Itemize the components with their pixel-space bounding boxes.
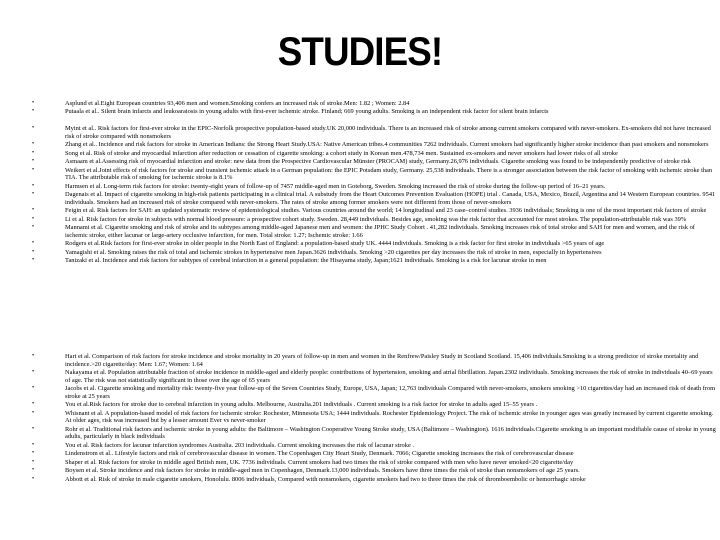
bullet-marker: •: [32, 125, 35, 131]
study-text: Asplund et al.Eight European countries 93,406 men and women.Smoking confers an increased risk of stroke.Men: 1.82 ; Women: 2.84: [65, 100, 410, 107]
study-text: Nakayama et al. Population attributable fraction of stroke incidence in middle-aged and elderly people: contributions of hypertension, smoking and atrial fibrillation. Japan.2302 individuals. Smoking increases the risk of stroke in individuals 40–69 years of age. The risk was not statistically significant in those over the age of 65 years: [65, 369, 713, 384]
slide-title: STUDIES!: [277, 30, 443, 74]
bullet-marker: •: [32, 141, 35, 148]
study-list-item: [32, 240, 716, 248]
study-text: Hart et al. Comparison of risk factors for stroke incidence and stroke mortality in 20 years of follow-up in men and women in the Renfrew/Paisley Study in Scotland Scotland. 15,406 individuals.Smoking is a strong predictor of stroke mortality and incidence.>20 cigarette/day: Men: 1.67; Women: 1.64: [65, 353, 699, 368]
study-text: Li et al. Risk factors for stroke in subjects with normal blood pressure: a prospective cohort study. Sweden. 28,449 individuals. Besides age, smoking was the risk factor that accounted for most strokes. The population-attributable risk was 39%: [65, 215, 687, 223]
study-list-item: [32, 207, 716, 215]
study-text: Feigin et al. Risk factors for SAH: an updated systematic review of epidemiological studies. Various countries around the world; 14 longitudinal and 23 case–control studies. 3936 individuals; Smoking is one of the most important risk factors of stroke: [65, 207, 707, 215]
study-list-item: [32, 442, 716, 450]
bullet-marker: •: [32, 166, 35, 173]
study-list-item: [32, 257, 716, 265]
study-list-item: [32, 426, 716, 441]
bullet-marker: •: [32, 191, 35, 198]
study-text: Song et al. Risk of stroke and myocardial infarction after reduction or cessation of cigarette smoking: a cohort study in Korean men.478,734 men. Sustained ex-smokers and never smokers had lower risks of all stroke: [65, 149, 618, 157]
study-text: Rodgers et al.Risk factors for first-ever stroke in older people in the North East of England: a population-based study UK. 4444 individuals. Smoking is a risk factor for first stroke in individuals >65 years of age: [65, 240, 605, 248]
study-list-item: [32, 125, 716, 140]
study-list-item: [32, 100, 716, 108]
bullet-marker: •: [32, 257, 35, 264]
study-text: Lindenstrom et al.. Lifestyle factors and risk of cerebrovascular disease in women. The Copenhagen City Heart Study, Denmark. 7066; Cigarette smoking increases the risk of cerebrovascular disease: [65, 450, 574, 458]
study-list-item: [32, 353, 716, 368]
study-text: Weikert et al.Joint effects of risk factors for stroke and transient ischemic attack in a German population: the EPIC Potsdam study, Germany. 25,538 individuals. There is a stronger association between the risk factor of smoking with ischemic stroke than TIA. The attributable risk of smoking for ischemic stroke is 8.1%: [65, 166, 713, 182]
study-list-item: [32, 249, 716, 257]
bullet-marker: •: [32, 100, 35, 106]
study-list-group-1: [32, 100, 716, 115]
bullet-marker: •: [32, 207, 35, 214]
bullet-marker: •: [32, 215, 35, 222]
study-text: Tanizaki et al. Incidence and risk factors for subtypes of cerebral infarction in a general population: the Hisayama study, Japan;1621 individuals. Smoking is a risk for lacunar stroke in men: [65, 257, 547, 265]
study-text: Yamagishi et al. Smoking raises the risk of total and ischemic strokes in hypertensive men Japan.3626 individuals. Smoking >20 cigarettes per day increases the risk of stroke in men, especially in hypertensives: [65, 248, 602, 256]
study-list-item: [32, 476, 716, 484]
bullet-marker: •: [32, 475, 35, 482]
study-text: You et al.Risk factors for stroke due to cerebral infarction in young adults. Melbourne, Australia.201 individuals . Current smoking is a risk factor for stroke in adults aged 15–55 years .: [65, 401, 538, 409]
study-text: Abbott et al. Risk of stroke in male cigarette smokers, Honolulu. 8006 individuals, Compared with nonsmokers, cigarette smokers had two to three times the risk of thromboembolic or hemorrhagic stroke: [65, 475, 586, 483]
study-text: Jacobs et al. Cigarette smoking and mortality risk: twenty-five year follow-up of the Seven Countries Study, Europe, USA, Japan; 12,763 individuals Compared with never-smokers, smokers smoking >10 cigarettes/day had an increased risk of death from stroke at 25 years: [65, 385, 716, 400]
bullet-marker: •: [32, 149, 35, 156]
bullet-marker: •: [32, 158, 35, 165]
study-list-item: [32, 158, 716, 166]
study-text: Mannami et al. Cigarette smoking and risk of stroke and its subtypes among middle-aged Japanese men and women: the JPHC Study Cohort . 41,282 individuals. Smoking increases risk of total stroke and SAH for men and women, and the risk of ischemic stroke, either lacunar or large-artery occlusive infarction, for men. Total stroke: 1.27; Ischemic stroke: 1.66: [65, 224, 695, 239]
study-text: Asmaam et al.Assessing risk of myocardial infarction and stroke: new data from the Prospective Cardiovascular Münster (PROCAM) study, Germany.26,976 individuals. Cigarette smoking was found to be independently predictive of stroke risk: [65, 158, 691, 166]
study-list-group-2: [32, 125, 716, 266]
bullet-marker: •: [32, 369, 35, 376]
study-text: Shaper et al. Risk factors for stroke in middle aged British men, UK. 7736 individuals. Current smokers had two times the risk of stroke compared with men who have never smoked<20 cigarette/day: [65, 458, 574, 466]
bullet-marker: •: [32, 224, 35, 231]
bullet-marker: •: [32, 248, 35, 255]
study-text: Zhang et al.. Incidence and risk factors for stroke in American Indians: the Strong Heart Study.USA: Native American tribes.4 communities 7262 individuals. Current smokers had significantly higher stroke incidence than past smokers and nonsmokers: [65, 141, 709, 149]
study-list-item: [32, 191, 716, 206]
study-list-group-3: [32, 353, 716, 484]
study-list-item: [32, 108, 716, 116]
study-list-item: [32, 216, 716, 224]
study-list-item: [32, 459, 716, 467]
study-list-item: [32, 410, 716, 425]
bullet-marker: •: [32, 450, 35, 457]
bullet-marker: •: [32, 467, 35, 474]
study-text: Putaala et al.. Silent brain infarcts and leukoaraiosis in young adults with first-ever ischemic stroke. Finland; 669 young adults. Smoking is an independent risk factor for silent brain infarcts: [65, 107, 549, 115]
study-text: Rohr et al. Traditional risk factors and ischemic stroke in young adults: the Baltimore – Washington Cooperative Young Stroke study, USA (Baltimore – Washington). 1616 individuals.Cigarette smoking is an important modifiable cause of stroke in young adults, particularly in black individuals: [65, 425, 716, 441]
study-list-item: [32, 141, 716, 149]
bullet-marker: •: [32, 409, 35, 416]
bullet-marker: •: [32, 401, 35, 408]
study-text: Whisnant et al. A population-based model of risk factors for ischemic stroke: Rochester, Minnesota USA; 1444 individuals. Rochester Epidemiology Project. The risk of ischemic stroke in younger ages was greatly increased by current cigarette smoking. At older ages, risk was increased but by a lesser amount Ever vs never-smoker: [65, 409, 714, 425]
study-list-item: [32, 167, 716, 182]
bullet-marker: •: [32, 182, 35, 189]
study-list-item: [32, 183, 716, 191]
study-list-item: [32, 150, 716, 158]
study-text: Harmsen et al. Long-term risk factors for stroke: twenty-eight years of follow-up of 7457 middle-aged men in Goteborg, Sweden. Smoking increased the risk of stroke during the follow-up period of 16–21 years.: [65, 182, 606, 190]
bullet-marker: •: [32, 385, 35, 392]
bullet-marker: •: [32, 240, 35, 247]
study-list-item: [32, 450, 716, 458]
bullet-marker: •: [32, 425, 35, 432]
study-list-item: [32, 467, 716, 475]
bullet-marker: •: [32, 458, 35, 465]
study-list-item: [32, 369, 716, 384]
bullet-marker: •: [32, 353, 35, 359]
study-text: Dagenais et al. Impact of cigarette smoking in high-risk patients participating in a clinical trial. A substudy from the Heart Outcomes Prevention Evaluation (HOPE) trial . Canada, USA, Mexico, Brazil, Argentina and 14 Western European countries. 9541 individuals. Smokers had an increased risk of stroke compared with never-smokers. The rates of stroke among former smokers were not different from those of never-smokers: [65, 191, 716, 206]
study-list-item: [32, 385, 716, 400]
study-text: Boysen et al. Stroke incidence and risk factors for stroke in middle-aged men in Copenhagen, Denmark.13,000 individuals. Smokers have three times the risk of stroke than nonsmokers of age 25 years.: [65, 467, 580, 475]
study-text: Myint et al.. Risk factors for first-ever stroke in the EPIC-Norfolk prospective population-based study.UK 20,000 individuals. There is an increased risk of stroke among current smokers compared with never-smokers. Ex-smokers did not have increased risk of stroke compared with nonsmokers: [65, 125, 711, 140]
study-text: You et al. Risk factors for lacunar infarction syndromes Australia. 203 individuals. Current smoking increases the risk of lacunar stroke .: [65, 441, 414, 449]
bullet-marker: •: [32, 107, 35, 114]
study-list-item: [32, 224, 716, 239]
study-list-item: [32, 401, 716, 409]
bullet-marker: •: [32, 441, 35, 448]
